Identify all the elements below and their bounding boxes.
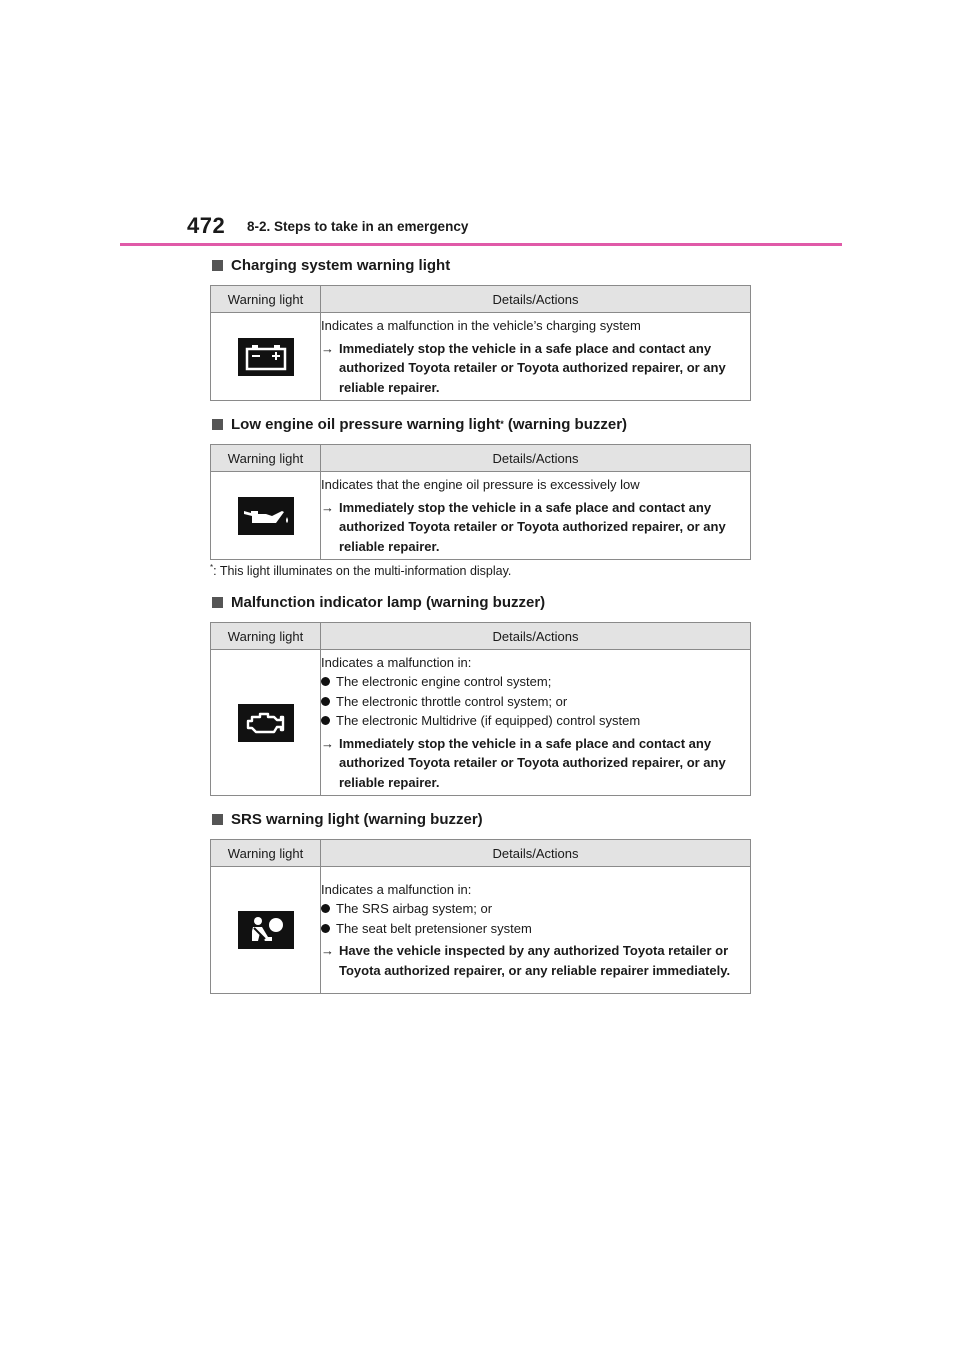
column-header-details: Details/Actions [321,286,751,313]
action-text: → Immediately stop the vehicle in a safe place and contact any authorized Toyota retailer or Toyota authorized repairer, or any reliable repairer. [321,339,750,398]
footnote: *: This light illuminates on the multi-information display. [210,563,512,579]
list-item: The SRS airbag system; or [321,899,750,919]
description: Indicates a malfunction in: [321,881,472,897]
column-header-warning-light: Warning light [211,623,321,650]
page-content [210,256,752,1008]
column-header-details: Details/Actions [321,445,751,472]
bullet-dot-icon [321,697,330,706]
section-title-charging: Charging system warning light [210,256,752,274]
list-item: The seat belt pretensioner system [321,919,750,939]
oil-can-icon [238,497,294,535]
column-header-warning-light: Warning light [211,286,321,313]
square-bullet-icon [212,260,223,271]
action-text: → Immediately stop the vehicle in a safe place and contact any authorized Toyota retailer or Toyota authorized repairer, or any reliable repairer. [321,498,750,557]
airbag-icon [238,911,294,949]
description: Indicates that the engine oil pressure is excessively low [321,477,640,492]
square-bullet-icon [212,419,223,430]
bullet-dot-icon [321,677,330,686]
bullet-dot-icon [321,716,330,725]
arrow-icon: → [321,499,334,515]
arrow-icon: → [321,943,334,959]
bullet-dot-icon [321,904,330,913]
engine-icon [238,704,294,742]
action-text: → Immediately stop the vehicle in a safe place and contact any authorized Toyota retailer or Toyota authorized repairer, or any reliable repairer. [321,734,750,793]
warning-table-charging [210,285,751,401]
arrow-icon: → [321,735,334,751]
bullet-dot-icon [321,924,330,933]
action-text: → Have the vehicle inspected by any authorized Toyota retailer or Toyota authorized repairer, or any reliable repairer immediately. [321,941,750,980]
list-item: The electronic Multidrive (if equipped) control system [321,711,750,731]
page-header [0,0,960,250]
warning-table-mil [210,622,751,796]
page-number: 472 [187,213,226,238]
warning-table-oil [210,444,751,560]
arrow-icon: → [321,340,334,356]
list-item: The electronic engine control system; [321,672,750,692]
header-rule [120,243,842,246]
column-header-warning-light: Warning light [211,840,321,867]
column-header-details: Details/Actions [321,623,751,650]
description: Indicates a malfunction in the vehicle’s charging system [321,318,641,333]
description: Indicates a malfunction in: [321,654,472,670]
section-title-oil: Low engine oil pressure warning light * (warning buzzer) [210,415,752,433]
section-title-mil: Malfunction indicator lamp (warning buzzer) [210,593,752,611]
warning-table-srs [210,839,751,994]
battery-icon [238,338,294,376]
square-bullet-icon [212,814,223,825]
list-item: The electronic throttle control system; or [321,692,750,712]
chapter-title: 8-2. Steps to take in an emergency [247,219,469,234]
column-header-warning-light: Warning light [211,445,321,472]
square-bullet-icon [212,597,223,608]
section-title-srs: SRS warning light (warning buzzer) [210,810,752,828]
column-header-details: Details/Actions [321,840,751,867]
